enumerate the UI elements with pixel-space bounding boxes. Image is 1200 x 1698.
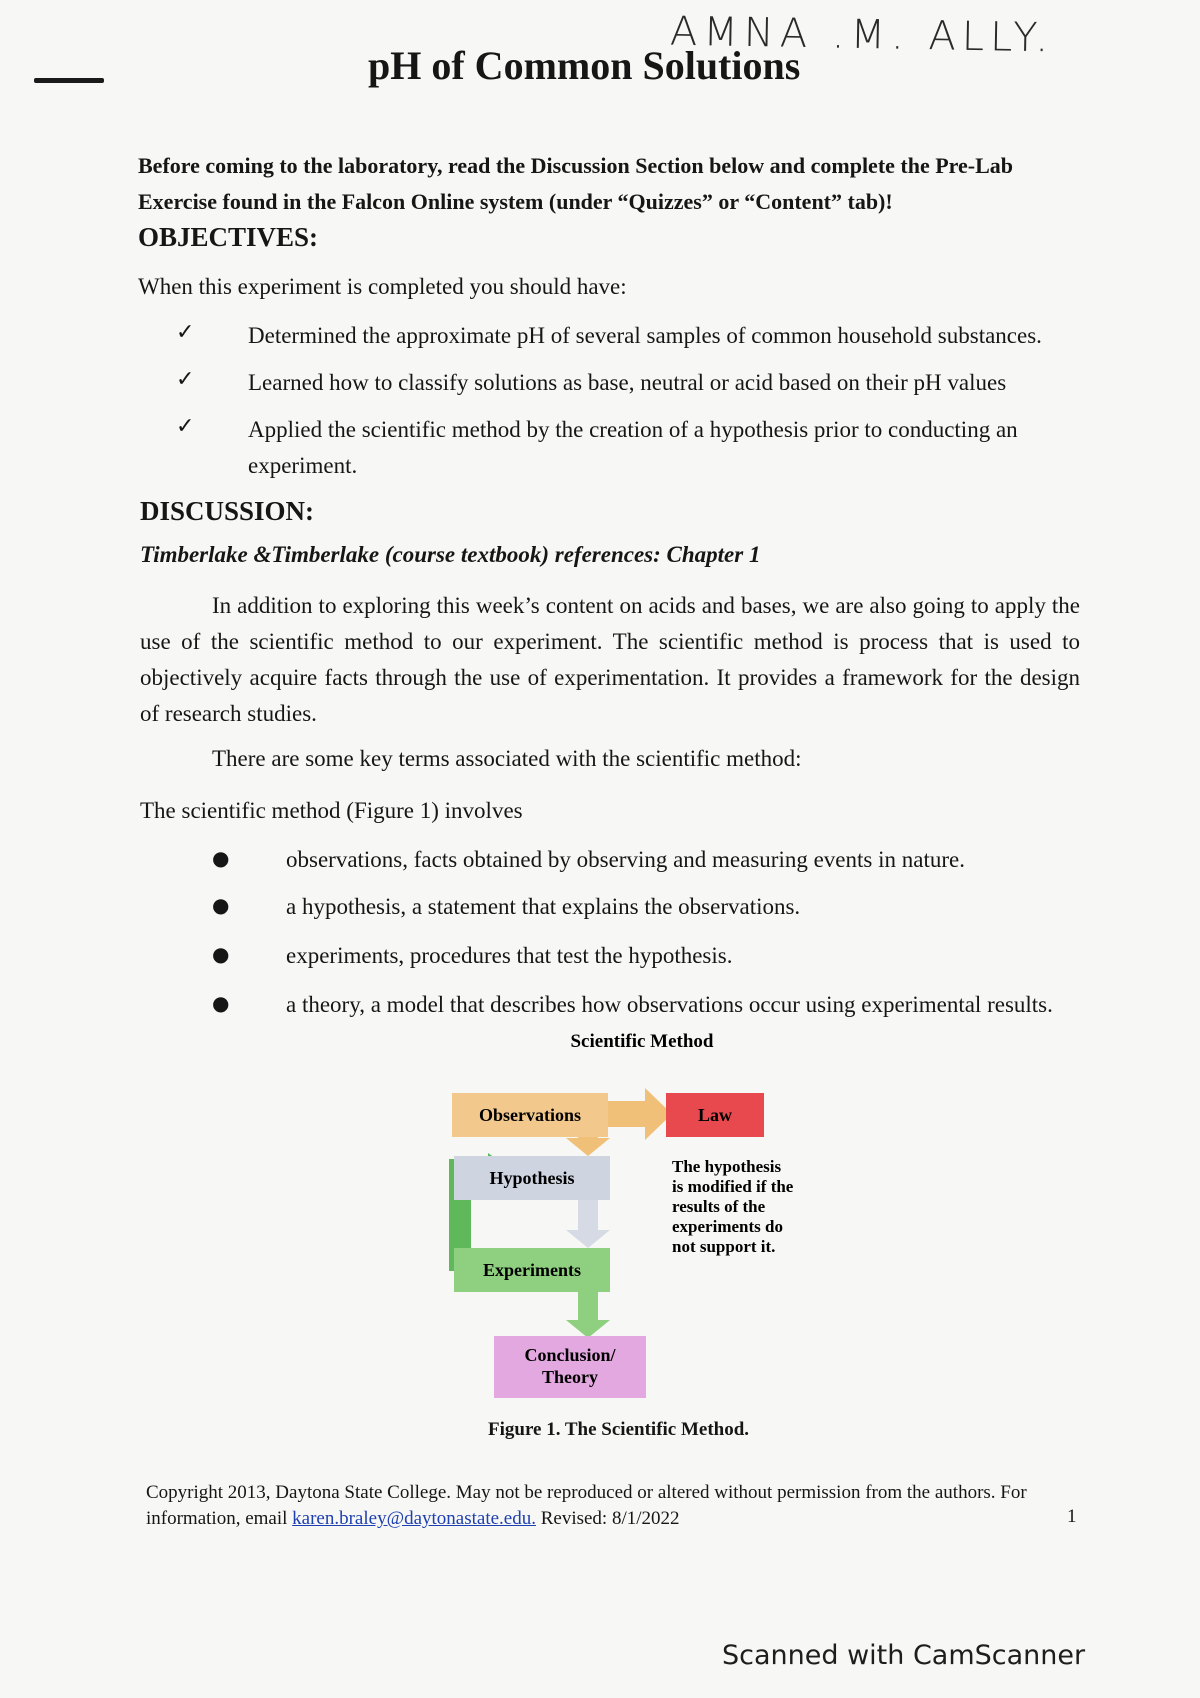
key-terms-line: There are some key terms associated with the scientific method: — [212, 746, 802, 771]
page-title: pH of Common Solutions — [368, 43, 801, 88]
bullet-item: a theory, a model that describes how observations occur using experimental results. — [286, 992, 1053, 1017]
margin-dash-mark — [34, 78, 104, 83]
experiments-label: Experiments — [483, 1260, 581, 1280]
figure-caption: Figure 1. The Scientific Method. — [488, 1419, 750, 1440]
hypothesis-note — [672, 1157, 794, 1256]
objective-item: Determined the approximate pH of several samples of common household substances. — [248, 323, 1042, 348]
note-line: results of the — [672, 1197, 766, 1216]
copyright-footer — [146, 1480, 1076, 1532]
bullet-icon: ● — [212, 942, 230, 966]
objective-item: Learned how to classify solutions as base, neutral or acid based on their pH values — [248, 370, 1007, 395]
diagram-title: Scientific Method — [570, 1031, 714, 1052]
textbook-references: Timberlake &Timberlake (course textbook) references: Chapter 1 — [140, 542, 761, 567]
handwritten-signature: AMNA .M. ALLY. — [669, 8, 1055, 62]
email-link[interactable]: karen.braley@daytonastate.edu. — [292, 1508, 536, 1529]
hypothesis-label: Hypothesis — [489, 1168, 575, 1188]
objectives-heading: OBJECTIVES: — [138, 222, 319, 252]
footer-text: Copyright 2013, Daytona State College. May not be reproduced or altered without permission from the authors. For information, email — [146, 1482, 1027, 1529]
note-line: not support it. — [672, 1237, 776, 1256]
note-line: The hypothesis — [672, 1157, 782, 1176]
note-line: experiments do — [672, 1217, 783, 1236]
conclusion-label-line1: Conclusion/ — [524, 1345, 616, 1365]
intro-instructions: Before coming to the laboratory, read the Discussion Section below and complete the Pre-Lab Exercise found in the Falcon Online system (under “Quizzes” or “Content” tab)! — [138, 153, 1014, 214]
checkmark-icon: ✓ — [176, 367, 195, 392]
bullet-item: observations, facts obtained by observing and measuring events in nature. — [286, 847, 965, 872]
camscanner-watermark: Scanned with CamScanner — [722, 1640, 1086, 1671]
bullet-icon: ● — [212, 991, 230, 1015]
law-label: Law — [697, 1105, 733, 1125]
scientific-method-diagram — [430, 1030, 870, 1450]
bullet-icon: ● — [212, 893, 230, 917]
page-number: 1 — [1067, 1506, 1077, 1527]
objective-item: Applied the scientific method by the creation of a hypothesis prior to conducting an experiment. — [248, 417, 1018, 478]
revised-date: Revised: 8/1/2022 — [535, 1508, 680, 1529]
bullet-item: a hypothesis, a statement that explains the observations. — [286, 894, 801, 919]
objectives-lead: When this experiment is completed you should have: — [138, 274, 627, 299]
bullet-icon: ● — [212, 846, 230, 870]
checkmark-icon: ✓ — [176, 320, 195, 345]
checkmark-icon: ✓ — [176, 414, 195, 439]
involves-line: The scientific method (Figure 1) involves — [140, 798, 523, 823]
discussion-heading: DISCUSSION: — [140, 496, 315, 526]
bullet-item: experiments, procedures that test the hypothesis. — [286, 943, 733, 968]
conclusion-label-line2: Theory — [542, 1367, 598, 1387]
discussion-paragraph: In addition to exploring this week’s content on acids and bases, we are also going to apply the use of the scientific method to our experiment. The scientific method is process that is used to objectively acquire facts through the use of experimentation. It provides a framework for the design of research studies. — [140, 593, 1080, 726]
observations-label: Observations — [478, 1105, 582, 1125]
note-line: is modified if the — [672, 1177, 794, 1196]
